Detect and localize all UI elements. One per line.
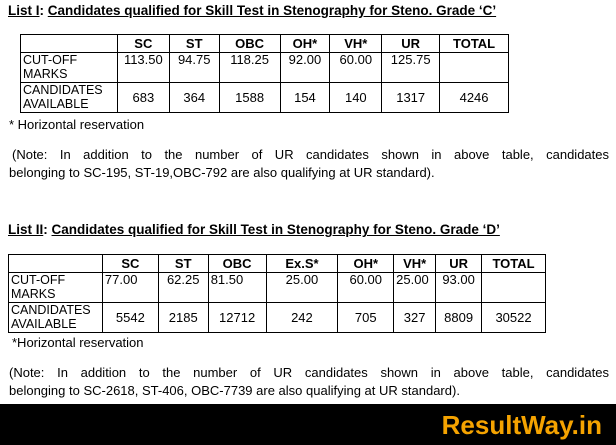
list2-candidates-cell: 705 (338, 303, 394, 333)
list2-candidates-cell: 5542 (102, 303, 158, 333)
list1-header-cell: OH* (280, 35, 330, 53)
footer-bar (0, 404, 616, 445)
list2-cutoff-cell (482, 273, 546, 303)
list1-note-line: (Note: In addition to the number of UR candidates shown in above table, candidates (12, 147, 609, 162)
list2-cutoff-cell: 81.50 (208, 273, 266, 303)
list1-header-cell: ST (169, 35, 219, 53)
list2-table (8, 254, 546, 333)
list1-header-cell: SC (117, 35, 169, 53)
list2-header-cell: Ex.S* (266, 255, 338, 273)
list2-header-cell: OH* (338, 255, 394, 273)
list2-cutoff-cell: 25.00 (394, 273, 436, 303)
list2-note-line: (Note: In addition to the number of UR candidates shown in above table, candidates (9, 365, 609, 380)
list2-colon: : (43, 222, 48, 237)
list2-candidates-cell: 242 (266, 303, 338, 333)
list1-reservation-note: * Horizontal reservation (9, 117, 145, 132)
list2-cutoff-cell: 25.00 (266, 273, 338, 303)
list1-candidates-row (21, 83, 509, 113)
list2-candidates-label: CANDIDATES AVAILABLE (9, 303, 103, 333)
list1-candidates-cell: 4246 (440, 83, 509, 113)
list2-candidates-cell: 30522 (482, 303, 546, 333)
list2-candidates-cell: 327 (394, 303, 436, 333)
list2-header-cell: TOTAL (482, 255, 546, 273)
list1-label: List I (8, 3, 40, 18)
list1-header-cell: TOTAL (440, 35, 509, 53)
list1-candidates-label: CANDIDATES AVAILABLE (21, 83, 118, 113)
list1-header-cell: VH* (330, 35, 382, 53)
list2-header-cell: OBC (208, 255, 266, 273)
list1-cutoff-row (21, 53, 509, 83)
list2-reservation-note: *Horizontal reservation (12, 335, 144, 350)
list1-note-line: belonging to SC-195, ST-19,OBC-792 are also qualifying at UR standard). (9, 165, 435, 180)
list2-candidates-row (9, 303, 546, 333)
list1-cutoff-cell: 118.25 (219, 53, 280, 83)
list1-candidates-cell: 154 (280, 83, 330, 113)
list1-candidates-cell: 364 (169, 83, 219, 113)
list1-cutoff-cell: 92.00 (280, 53, 330, 83)
list1-heading (8, 3, 496, 18)
brand-logo-text[interactable]: ResultWay.in (441, 410, 602, 440)
list1-colon: : (39, 3, 45, 18)
list1-header-row (21, 35, 509, 53)
list2-cutoff-label: CUT-OFF MARKS (9, 273, 103, 303)
list1-cutoff-cell: 125.75 (382, 53, 440, 83)
list1-candidates-cell: 140 (330, 83, 382, 113)
list2-cutoff-row (9, 273, 546, 303)
list1-header-cell: UR (382, 35, 440, 53)
list2-label: List II (8, 222, 44, 237)
list1-cutoff-cell: 60.00 (330, 53, 382, 83)
list2-cutoff-cell: 77.00 (102, 273, 158, 303)
list1-cutoff-label: CUT-OFF MARKS (21, 53, 118, 83)
list1-cutoff-cell: 113.50 (117, 53, 169, 83)
list2-cutoff-cell: 93.00 (436, 273, 482, 303)
list1-cutoff-cell (440, 53, 509, 83)
list1-candidates-cell: 1588 (219, 83, 280, 113)
list2-note-line: belonging to SC-2618, ST-406, OBC-7739 are also qualifying at UR standard). (9, 383, 460, 398)
list2-header-cell: VH* (394, 255, 436, 273)
list1-header-blank (21, 35, 118, 53)
list1-candidates-cell: 1317 (382, 83, 440, 113)
list2-candidates-cell: 8809 (436, 303, 482, 333)
list2-title: Candidates qualified for Skill Test in Stenography for Steno. Grade ‘D’ (51, 222, 500, 237)
list1-cutoff-cell: 94.75 (169, 53, 219, 83)
list2-header-cell: UR (436, 255, 482, 273)
list1-note (9, 146, 609, 182)
list1-header-cell: OBC (219, 35, 280, 53)
list1-candidates-cell: 683 (117, 83, 169, 113)
list2-candidates-cell: 2185 (158, 303, 208, 333)
list1-table (20, 34, 509, 113)
list2-note (9, 364, 609, 400)
list2-header-row (9, 255, 546, 273)
list2-candidates-cell: 12712 (208, 303, 266, 333)
list2-header-blank (9, 255, 103, 273)
list1-title: Candidates qualified for Skill Test in Stenography for Steno. Grade ‘C’ (47, 3, 497, 18)
list2-cutoff-cell: 60.00 (338, 273, 394, 303)
list2-cutoff-cell: 62.25 (158, 273, 208, 303)
list2-heading (8, 222, 500, 237)
list2-header-cell: ST (158, 255, 208, 273)
list2-header-cell: SC (102, 255, 158, 273)
